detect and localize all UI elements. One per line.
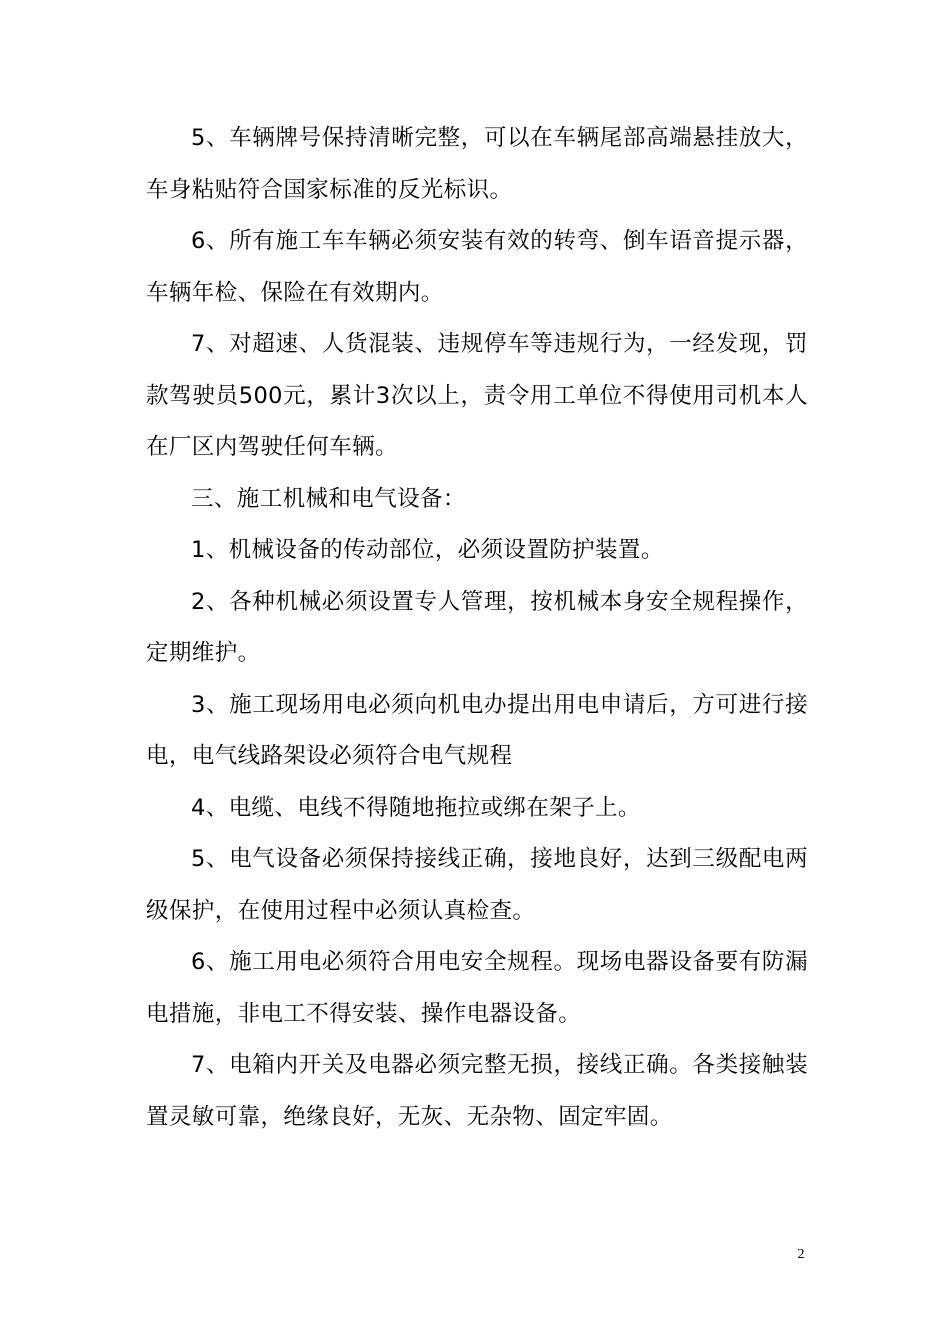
paragraph-electrical-safety: 6、施工用电必须符合用电安全规程。现场电器设备要有防漏电措施，非电工不得安装、操作电器设备。: [146, 949, 808, 1027]
paragraph-power-application: 3、施工现场用电必须向机电办提出用电申请后，方可进行接电，电气线路架设必须符合电气规程: [146, 691, 808, 769]
paragraph-violation-penalty: 7、对超速、人货混装、违规停车等违规行为，一经发现，罚款驾驶员500元，累计3次以上，责令用工单位不得使用司机本人在厂区内驾驶任何车辆。: [146, 331, 808, 460]
paragraph-switchbox-condition: 7、电箱内开关及电器必须完整无损，接线正确。各类接触装置灵敏可靠，绝缘良好，无灰、无杂物、固定牢固。: [146, 1052, 808, 1130]
paragraph-transmission-guard: 1、机械设备的传动部位，必须设置防护装置。: [191, 537, 664, 563]
paragraph-vehicle-plate: 5、车辆牌号保持清晰完整，可以在车辆尾部高端悬挂放大，车身粘贴符合国家标准的反光标识。: [146, 125, 808, 203]
paragraph-grounding-protection: 5、电气设备必须保持接线正确，接地良好，达到三级配电两级保护，在使用过程中必须认真检查。: [146, 846, 808, 924]
paragraph-vehicle-warning-device: 6、所有施工车车辆必须安装有效的转弯、倒车语音提示器，车辆年检、保险在有效期内。: [146, 228, 808, 306]
paragraph-cable-routing: 4、电缆、电线不得随地拖拉或绑在架子上。: [191, 794, 641, 821]
document-body: [146, 113, 808, 1143]
page-number: 2: [797, 1247, 805, 1262]
paragraph-machinery-management: 2、各种机械必须设置专人管理，按机械本身安全规程操作，定期维护。: [146, 588, 808, 666]
section-heading-machinery-electrical: 三、施工机械和电气设备：: [191, 485, 466, 512]
